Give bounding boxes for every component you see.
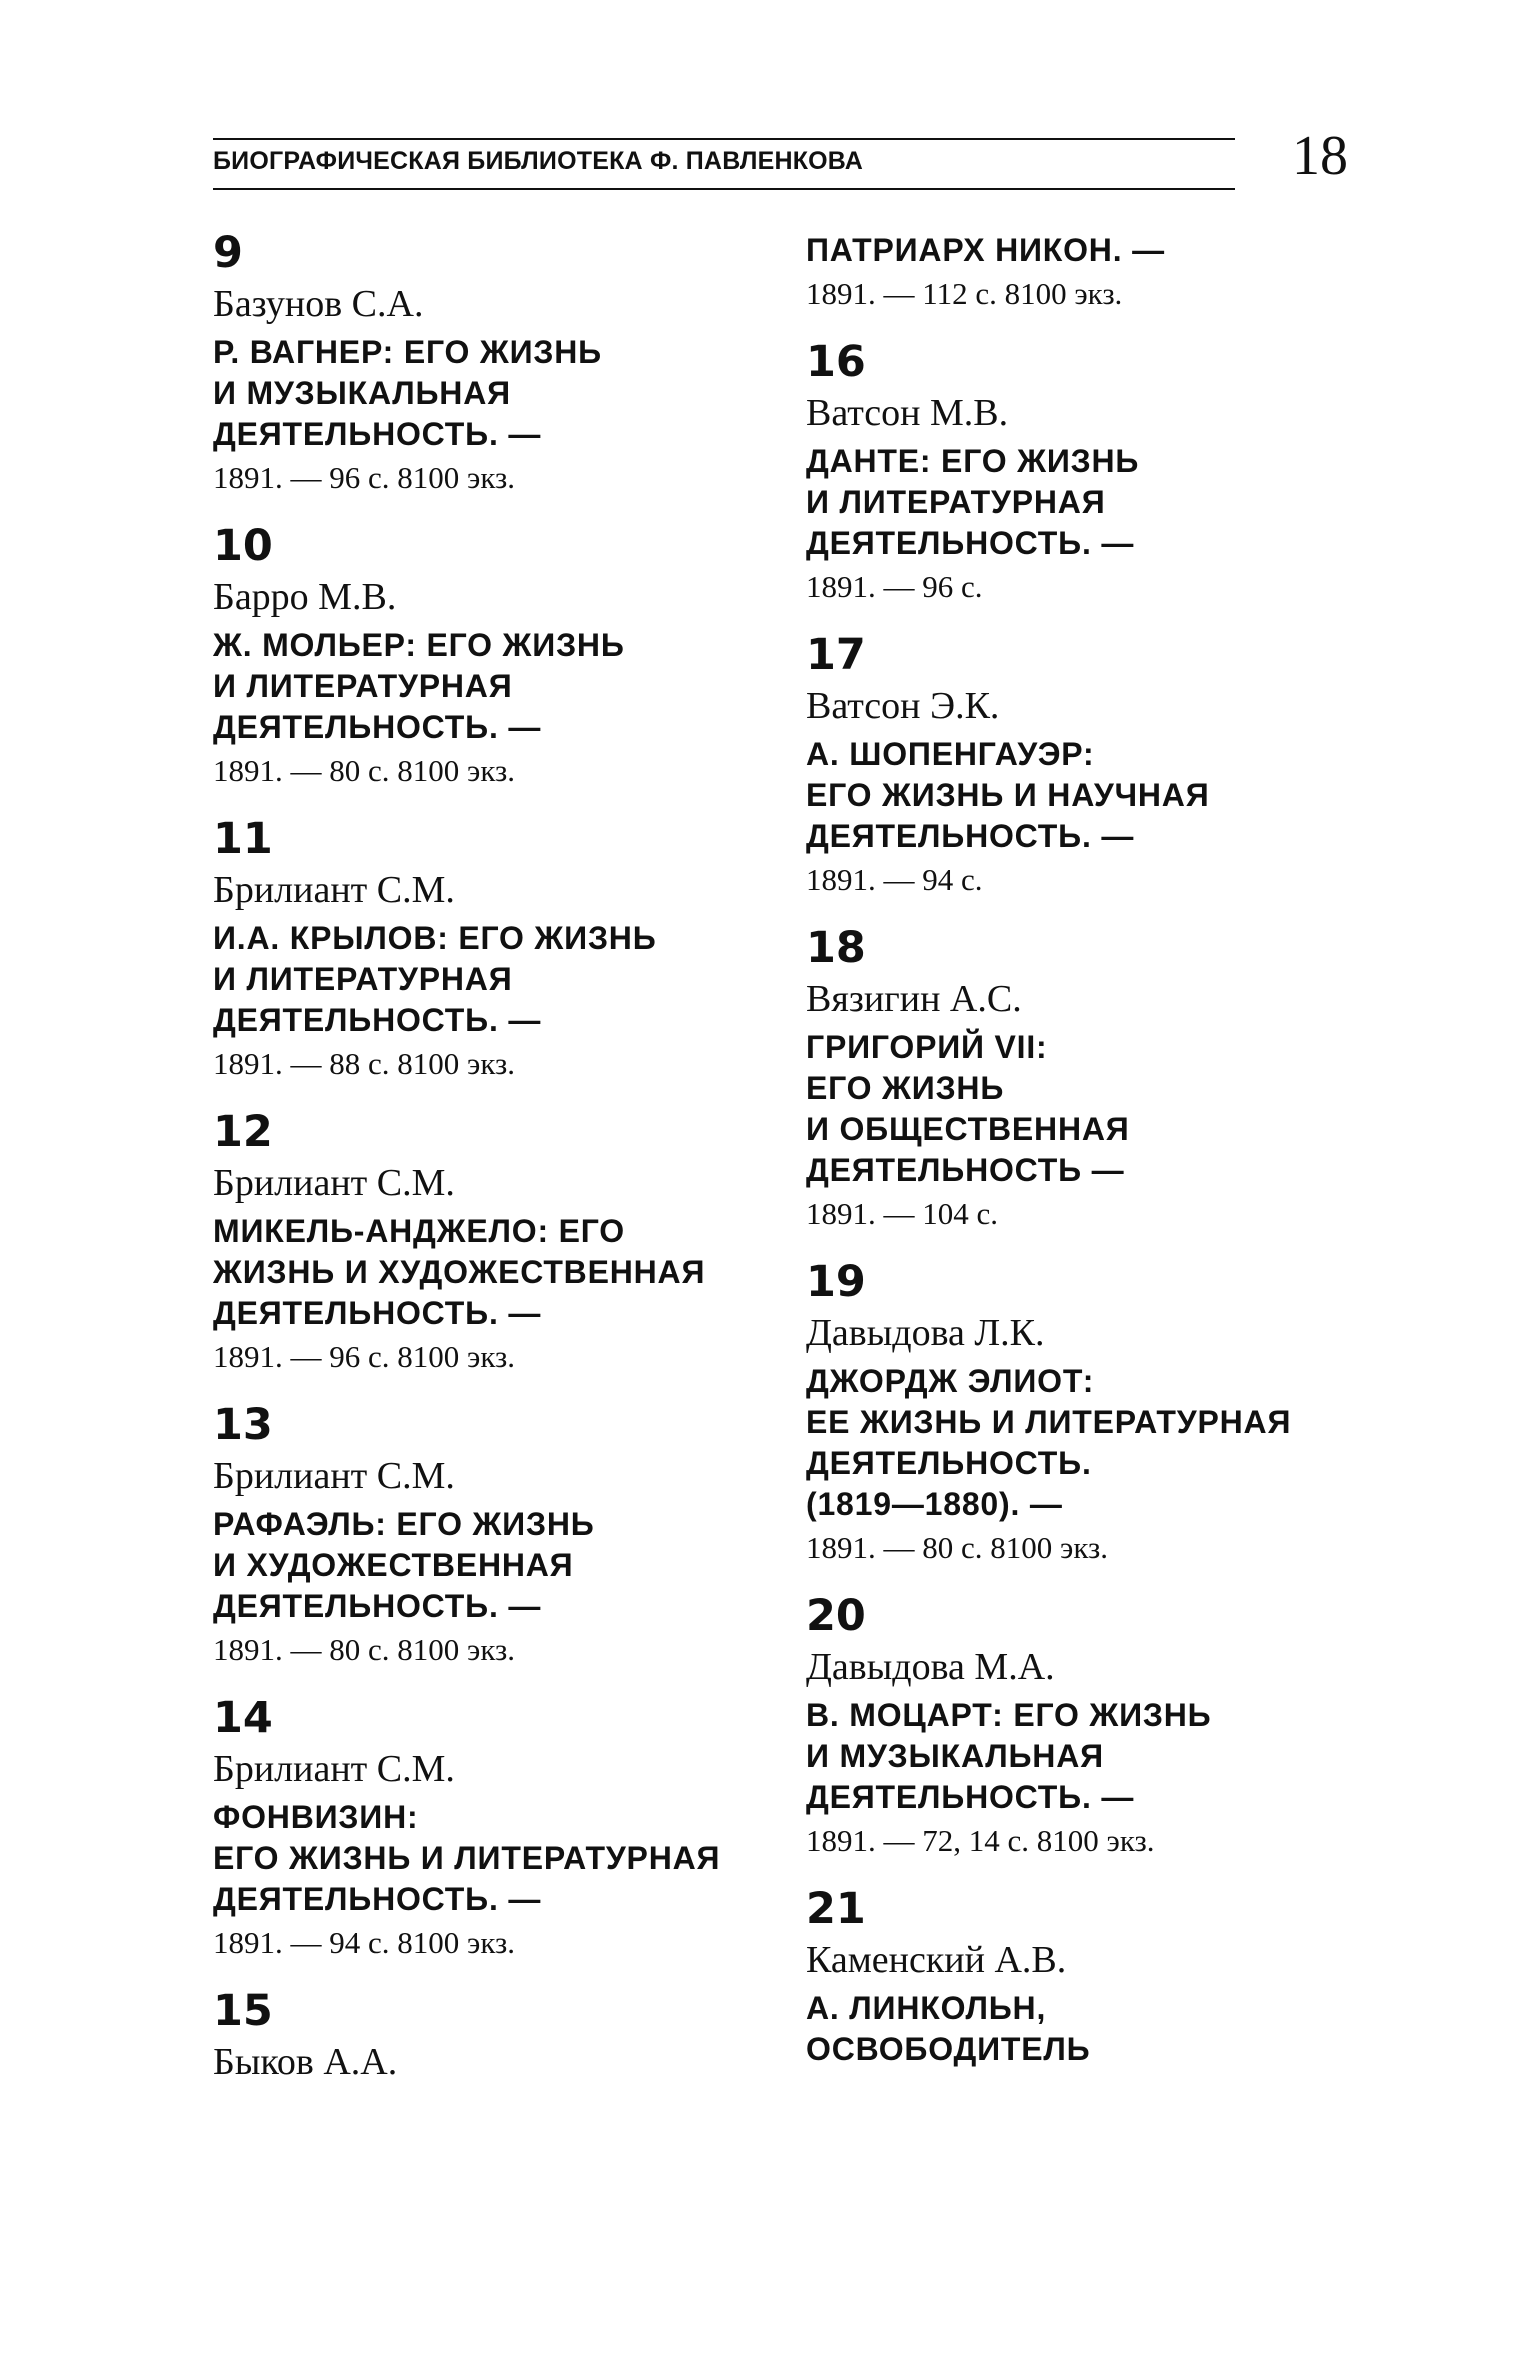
entry-title: ДЖОРДЖ ЭЛИОТ: ЕЕ ЖИЗНЬ И ЛИТЕРАТУРНАЯ ДЕЯТЕЛЬНОСТЬ. (1819—1880). — — [806, 1363, 1292, 1522]
entry-author: Давыдова М.А. — [806, 1646, 1055, 1688]
entry-publication: 1891. — 94 с. 8100 экз. — [213, 1925, 515, 1960]
entry-publication: 1891. — 96 с. — [806, 569, 983, 604]
entry-publication: 1891. — 80 с. 8100 экз. — [213, 1632, 515, 1667]
catalog-entry-continued — [806, 230, 1366, 317]
entry-number: 9 — [213, 228, 243, 278]
catalog-entry — [806, 1257, 1366, 1571]
entry-number: 12 — [213, 1107, 273, 1157]
catalog-entry — [806, 1591, 1366, 1864]
catalog-entry — [213, 814, 773, 1087]
catalog-entry — [213, 1400, 773, 1673]
catalog-entry — [806, 923, 1366, 1237]
entry-title: Р. ВАГНЕР: ЕГО ЖИЗНЬ И МУЗЫКАЛЬНАЯ ДЕЯТЕЛЬНОСТЬ. — — [213, 334, 602, 452]
entry-author: Базунов С.А. — [213, 283, 424, 325]
running-title: БИОГРАФИЧЕСКАЯ БИБЛИОТЕКА Ф. ПАВЛЕНКОВА — [213, 147, 864, 175]
entry-publication: 1891. — 112 с. 8100 экз. — [806, 276, 1123, 311]
entry-title: ПАТРИАРХ НИКОН. — — [806, 232, 1165, 268]
entry-title: А. ШОПЕНГАУЭР: ЕГО ЖИЗНЬ И НАУЧНАЯ ДЕЯТЕЛЬНОСТЬ. — — [806, 736, 1210, 854]
entry-author: Барро М.В. — [213, 576, 397, 618]
entry-number: 11 — [213, 814, 273, 864]
entry-publication: 1891. — 80 с. 8100 экз. — [806, 1530, 1108, 1565]
entry-title: Ж. МОЛЬЕР: ЕГО ЖИЗНЬ И ЛИТЕРАТУРНАЯ ДЕЯТЕЛЬНОСТЬ. — — [213, 627, 625, 745]
entry-title: И.А. КРЫЛОВ: ЕГО ЖИЗНЬ И ЛИТЕРАТУРНАЯ ДЕЯТЕЛЬНОСТЬ. — — [213, 920, 657, 1038]
running-header — [213, 138, 1235, 190]
catalog-entry — [213, 521, 773, 794]
entry-title: ФОНВИЗИН: ЕГО ЖИЗНЬ И ЛИТЕРАТУРНАЯ ДЕЯТЕЛЬНОСТЬ. — — [213, 1799, 721, 1917]
entry-publication: 1891. — 72, 14 с. 8100 экз. — [806, 1823, 1155, 1858]
entry-author: Каменский А.В. — [806, 1939, 1067, 1981]
entry-title: В. МОЦАРТ: ЕГО ЖИЗНЬ И МУЗЫКАЛЬНАЯ ДЕЯТЕЛЬНОСТЬ. — — [806, 1697, 1212, 1815]
entry-number: 17 — [806, 630, 866, 680]
entry-number: 19 — [806, 1257, 866, 1307]
entry-author: Брилиант С.М. — [213, 869, 455, 911]
entry-number: 15 — [213, 1986, 273, 2036]
entry-publication: 1891. — 96 с. 8100 экз. — [213, 1339, 515, 1374]
entry-author: Брилиант С.М. — [213, 1748, 455, 1790]
entry-title: А. ЛИНКОЛЬН, ОСВОБОДИТЕЛЬ — [806, 1990, 1091, 2067]
catalog-entry — [213, 228, 773, 501]
entry-author: Вязигин А.С. — [806, 978, 1022, 1020]
entry-number: 14 — [213, 1693, 273, 1743]
catalog-entry — [806, 630, 1366, 903]
page-number: 18 — [1292, 125, 1348, 187]
entry-number: 18 — [806, 923, 866, 973]
entry-author: Ватсон Э.К. — [806, 685, 1000, 727]
entry-title: МИКЕЛЬ-АНДЖЕЛО: ЕГО ЖИЗНЬ И ХУДОЖЕСТВЕННАЯ ДЕЯТЕЛЬНОСТЬ. — — [213, 1213, 706, 1331]
catalog-entry — [806, 337, 1366, 610]
entry-author: Давыдова Л.К. — [806, 1312, 1045, 1354]
entry-number: 16 — [806, 337, 866, 387]
entry-author: Ватсон М.В. — [806, 392, 1009, 434]
entry-number: 21 — [806, 1884, 866, 1934]
entry-title: ГРИГОРИЙ VII: ЕГО ЖИЗНЬ И ОБЩЕСТВЕННАЯ ДЕЯТЕЛЬНОСТЬ — — [806, 1029, 1130, 1188]
entry-number: 10 — [213, 521, 273, 571]
entry-number: 13 — [213, 1400, 273, 1450]
catalog-entry — [806, 1884, 1366, 2070]
entry-title: ДАНТЕ: ЕГО ЖИЗНЬ И ЛИТЕРАТУРНАЯ ДЕЯТЕЛЬНОСТЬ. — — [806, 443, 1140, 561]
entry-publication: 1891. — 88 с. 8100 экз. — [213, 1046, 515, 1081]
catalog-entry — [213, 1107, 773, 1380]
left-column — [213, 228, 773, 2108]
entry-author: Быков А.А. — [213, 2041, 398, 2083]
entry-author: Брилиант С.М. — [213, 1162, 455, 1204]
catalog-entry — [213, 1693, 773, 1966]
catalog-entry — [213, 1986, 773, 2088]
entry-publication: 1891. — 80 с. 8100 экз. — [213, 753, 515, 788]
entry-publication: 1891. — 96 с. 8100 экз. — [213, 460, 515, 495]
entry-title: РАФАЭЛЬ: ЕГО ЖИЗНЬ И ХУДОЖЕСТВЕННАЯ ДЕЯТЕЛЬНОСТЬ. — — [213, 1506, 595, 1624]
entry-author: Брилиант С.М. — [213, 1455, 455, 1497]
entry-publication: 1891. — 104 с. — [806, 1196, 999, 1231]
right-column — [806, 228, 1366, 2090]
entry-number: 20 — [806, 1591, 866, 1641]
entry-publication: 1891. — 94 с. — [806, 862, 983, 897]
